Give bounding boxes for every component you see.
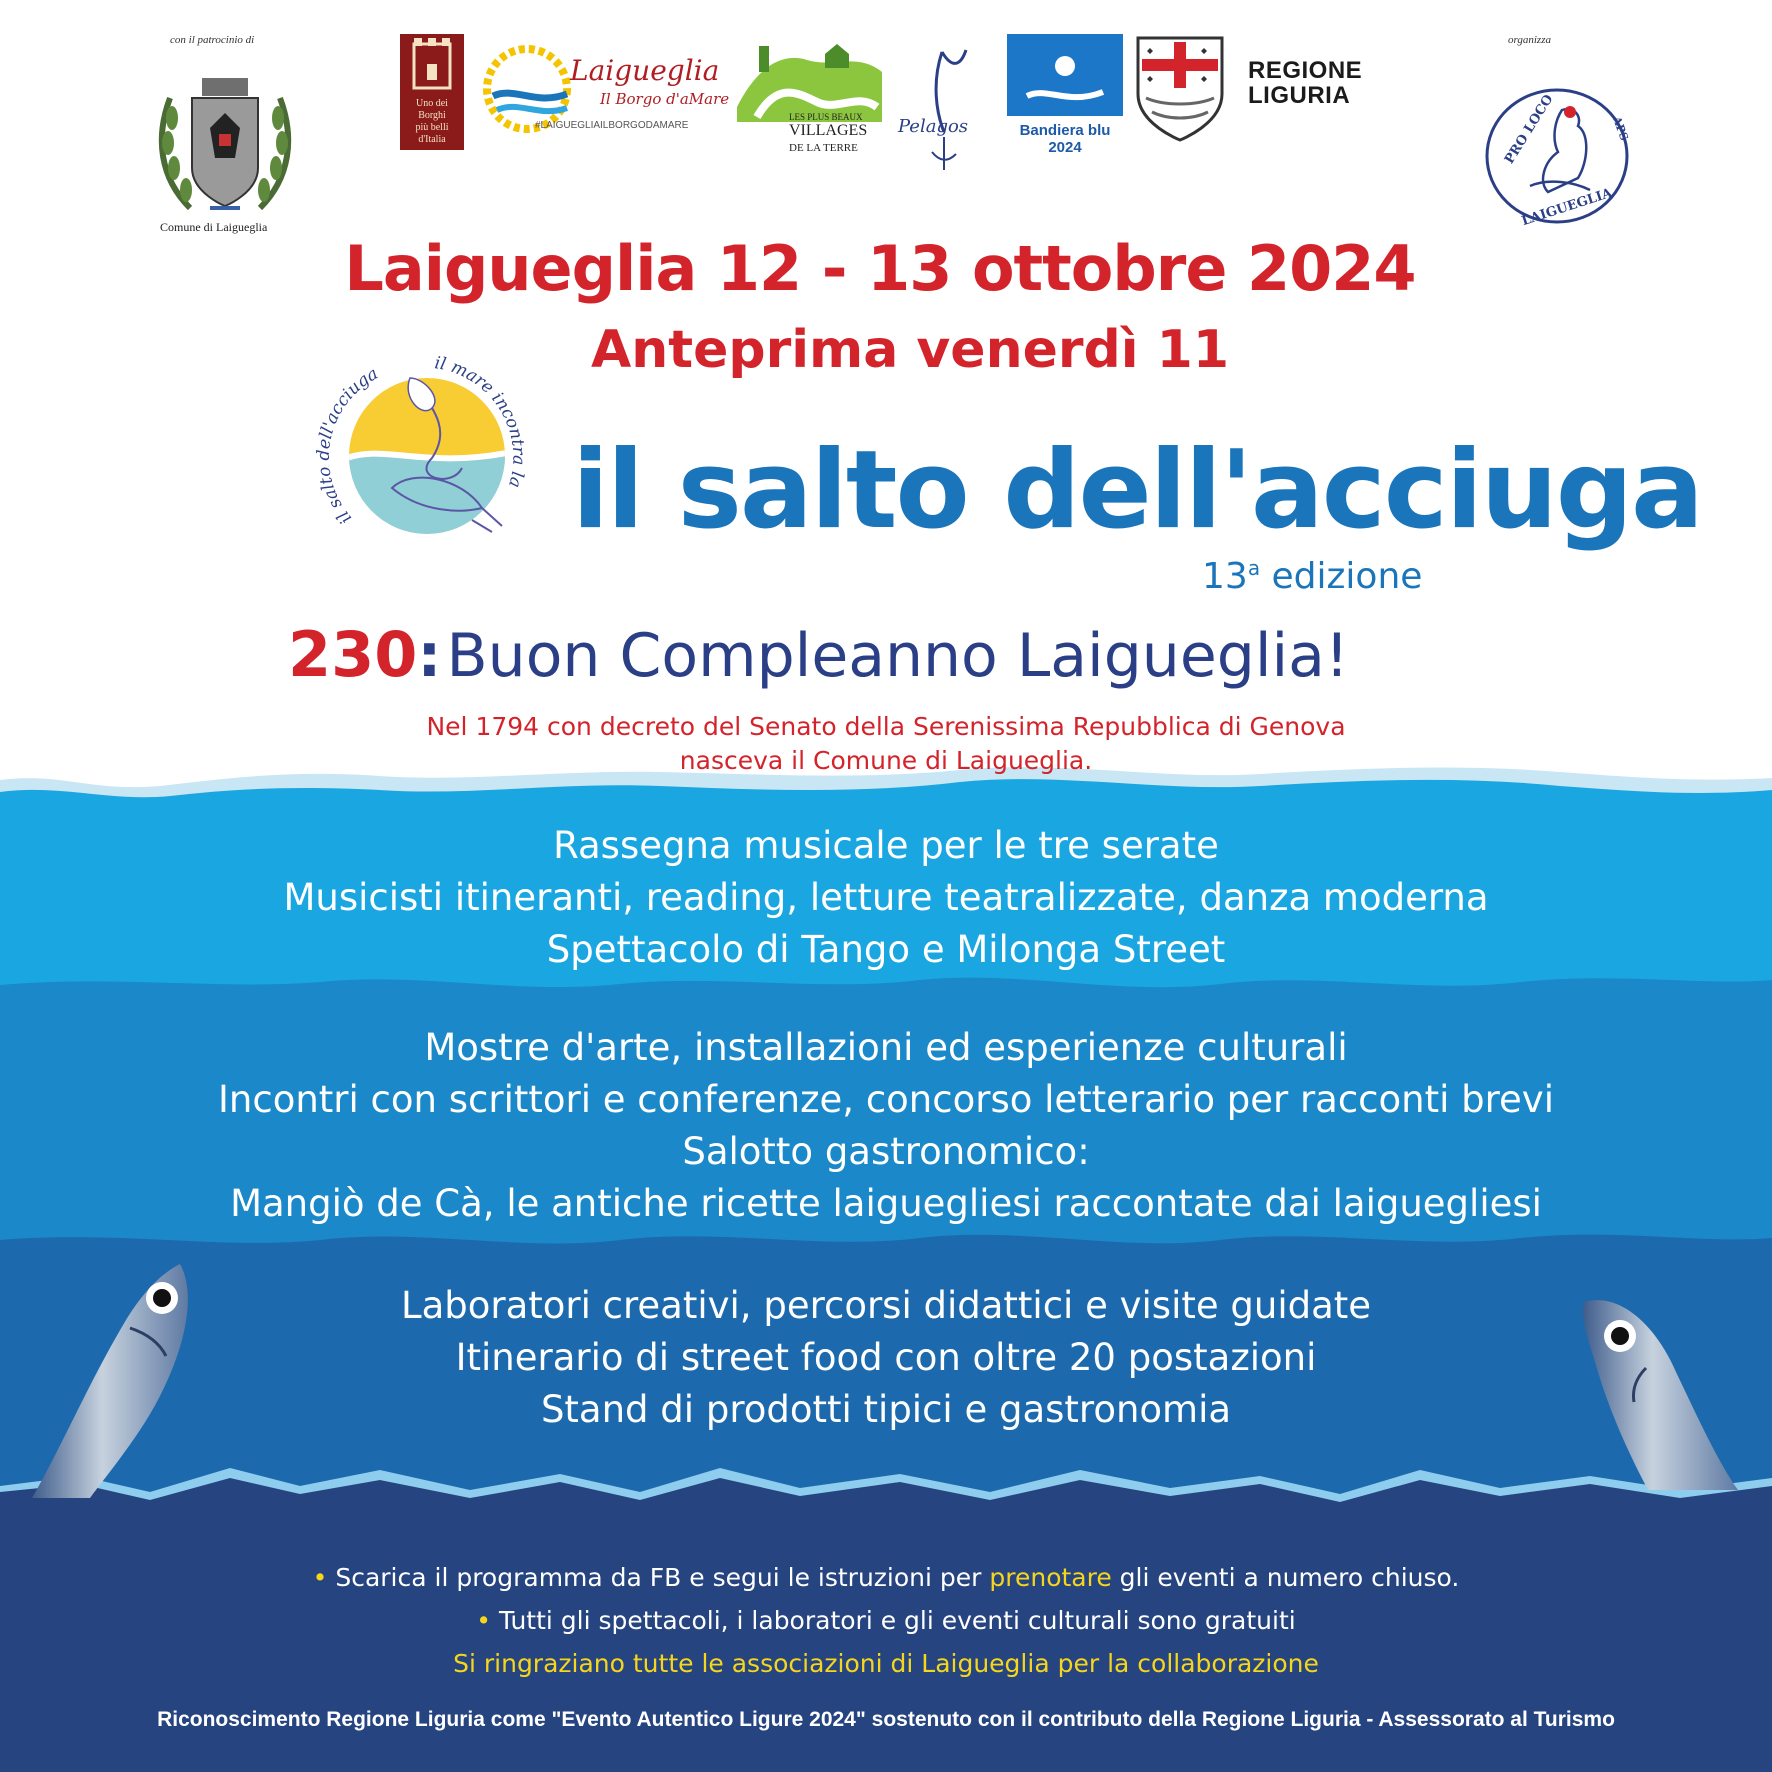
- anchovy-logo-icon: [312, 338, 542, 570]
- anchovy-right-icon: [1578, 1292, 1746, 1492]
- shield-icon: [1134, 34, 1226, 144]
- hills-icon: [737, 32, 882, 122]
- thanks-note: Si ringraziano tutte le associazioni di Laigueglia per la collaborazione: [453, 1649, 1319, 1678]
- program-music: [200, 820, 1572, 976]
- tower-icon: [400, 34, 464, 94]
- program-activities: [200, 1280, 1572, 1436]
- info-bullet-2: • Tutti gli spettacoli, i laboratori e gli eventi culturali sono gratuiti: [476, 1606, 1296, 1635]
- salto-acciuga-logo: [312, 338, 542, 570]
- program-line: Mangiò de Cà, le antiche ricette laiguegliesi raccontate dai laiguegliesi: [230, 1182, 1542, 1225]
- event-dates: Laigueglia 12 - 13 ottobre 2024: [344, 232, 1416, 305]
- svg-text:il mare incontra la terra: il mare incontra la: [433, 353, 529, 490]
- info-bullet-1: • Scarica il programma da FB e segui le istruzioni per prenotare gli eventi a numero chiuso.: [312, 1563, 1460, 1592]
- whale-tail-icon: [892, 42, 992, 172]
- patrocinio-label: con il patrocinio di: [170, 34, 255, 46]
- program-line: Musicisti itineranti, reading, letture teatralizzate, danza moderna: [283, 876, 1489, 919]
- anteprima-heading: Anteprima venerdì 11: [590, 320, 1230, 380]
- program-line: Incontri con scrittori e conferenze, concorso letterario per racconti brevi: [218, 1078, 1554, 1121]
- svg-text:il salto dell'acciuga: il salto dell'acciuga: [313, 363, 382, 528]
- program-line: Stand di prodotti tipici e gastronomia: [540, 1388, 1232, 1431]
- history-note: Nel 1794 con decreto del Senato della Serenissima Repubblica di Genova nasceva il Comune di Laigueglia.: [426, 712, 1346, 775]
- comune-caption: Comune di Laigueglia: [160, 220, 268, 234]
- borghi-logo: Uno dei Borghi più belli d'Italia: [400, 34, 464, 150]
- program-line: Spettacolo di Tango e Milonga Street: [546, 928, 1226, 971]
- bandiera-blu-logo: Bandiera blu 2024: [1007, 34, 1123, 164]
- footer-note: Riconoscimento Regione Liguria come "Evento Autentico Ligure 2024" sostenuto con il contributo della Regione Liguria - Assessorato al Turismo: [157, 1708, 1615, 1731]
- organizza-label: organizza: [1508, 34, 1551, 46]
- laigueglia-brand-logo: Laigueglia Il Borgo d'aMare #LAIGUEGLIAILBORGODAMARE: [475, 34, 735, 144]
- flag-icon: [1007, 34, 1123, 116]
- program-line: Salotto gastronomico:: [682, 1130, 1090, 1173]
- edition-label: 13$^a$ edizione: [1202, 556, 1423, 597]
- pelagos-logo: Pelagos: [892, 42, 992, 172]
- crest-icon: [150, 58, 300, 228]
- program-line: Itinerario di street food con oltre 20 postazioni: [455, 1336, 1317, 1379]
- anniversary-heading: 230: Buon Compleanno Laigueglia!: [288, 618, 1349, 691]
- program-line: Laboratori creativi, percorsi didattici e visite guidate: [400, 1284, 1372, 1327]
- proloco-logo: PRO LOCO LAIGUEGLIA APS: [1478, 82, 1636, 230]
- event-name: il salto dell'acciuga: [572, 428, 1702, 553]
- comune-logo: [150, 58, 300, 228]
- program-line: Mostre d'arte, installazioni ed esperienze culturali: [424, 1026, 1348, 1069]
- prenotare-highlight: prenotare: [989, 1563, 1112, 1592]
- program-line: Rassegna musicale per le tre serate: [553, 824, 1219, 867]
- villages-logo: LES PLUS BEAUX VILLAGES DE LA TERRE: [737, 32, 882, 167]
- anchovy-left-icon: [30, 1260, 200, 1500]
- info-block: [160, 1556, 1612, 1685]
- regione-liguria-text: REGIONE LIGURIA: [1248, 57, 1363, 109]
- regione-liguria-shield: [1134, 34, 1226, 144]
- program-culture: [120, 1022, 1652, 1230]
